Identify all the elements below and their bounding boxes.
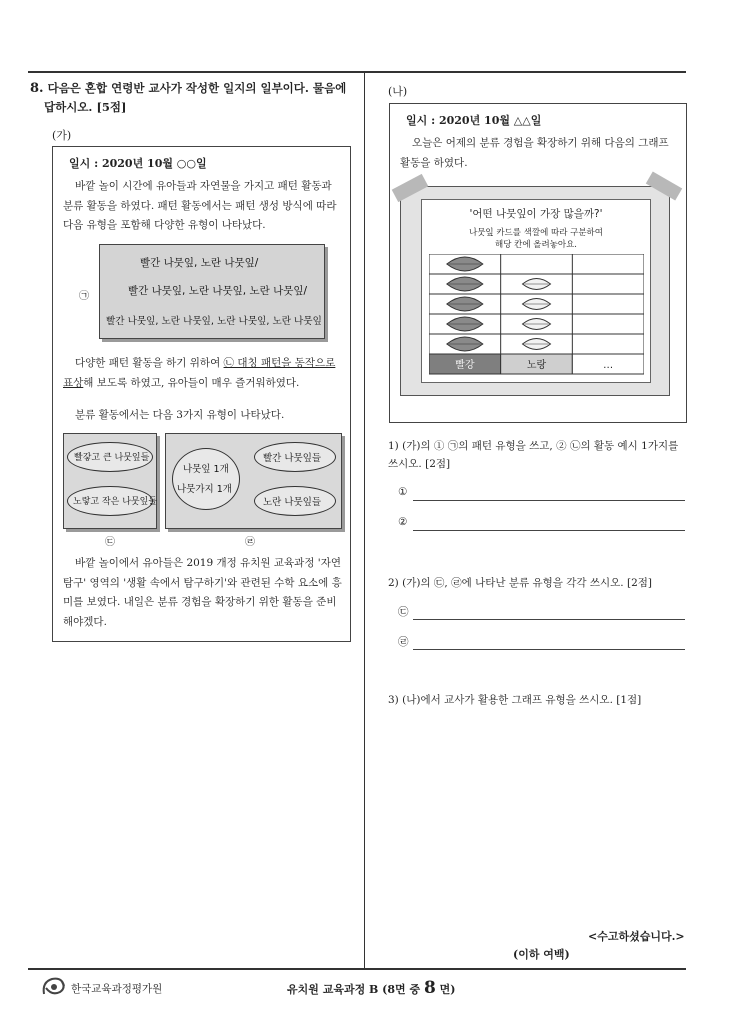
oval-red-big: [67, 442, 153, 472]
category-label: 노랑: [526, 360, 547, 371]
tape-left: [392, 174, 429, 202]
q1-a-label: ①: [398, 486, 408, 498]
ga-para2: [63, 354, 345, 393]
oval-red-leaves: [254, 442, 336, 472]
footer-org: 한국교육과정평가원: [71, 983, 163, 995]
oval-branch: [172, 448, 240, 510]
oval-red-big-text: 빨갛고 큰 나뭇잎들: [74, 453, 150, 463]
footer-end: 면): [435, 983, 456, 996]
question-header: [30, 79, 355, 117]
na-date: 일시 : 2020년 10월 △△일: [406, 114, 542, 127]
para2-post: 해 보도록 하였고, 유아들이 매우 즐거워하였다.: [83, 376, 300, 389]
part-na-label: (나): [388, 85, 408, 98]
category-label: …: [603, 360, 614, 371]
ga-date: 일시 : 2020년 10월 ○○일: [69, 157, 207, 170]
oval-yellow-leaves-text: 노란 나뭇잎들: [263, 497, 322, 508]
graph-inner: [421, 199, 651, 383]
q2-b-label: ㉣: [398, 636, 409, 648]
pattern-note: [99, 244, 325, 339]
ga-para4: 바깥 놀이에서 유아들은 2019 개정 유치원 교육과정 '자연탐구' 영역의 '생활 속에서 탐구하기'와 관련된 수학 요소에 흥미를 보였다. 내일은 분류 경험을 확장하기 위한 활동을 준비해야겠다.: [63, 557, 342, 628]
footer-subject: 유치원 교육과정 B (8면 중: [287, 983, 424, 996]
ga-para1: 바깥 놀이 시간에 유아들과 자연물을 가지고 패턴 활동과 분류 활동을 하였다. 패턴 활동에서는 패턴 생성 방식에 따라 다음 유형을 포함해 다양한 유형이 나타났다.: [63, 180, 337, 231]
closing-blank: (이하 여백): [513, 948, 570, 961]
leaf-graph: [429, 254, 644, 376]
closing-thanks: <수고하셨습니다.>: [588, 930, 685, 943]
ga-para3: 분류 활동에서는 다음 3가지 유형이 나타났다.: [75, 409, 285, 421]
note-line-1: 빨간 나뭇잎, 노란 나뭇잎/: [140, 257, 259, 269]
q2-text: 2) (가)의 ㉢, ㉣에 나타난 분류 유형을 각각 쓰시오. [2점]: [388, 577, 652, 589]
q2-a-label: ㉢: [398, 606, 409, 618]
para2-pre: 다양한 패턴 활동을 하기 위하여: [75, 357, 224, 369]
note-line-3: 빨간 나뭇잎, 노란 나뭇잎, 노란 나뭇잎, 노란 나뭇잎: [106, 316, 322, 327]
q1-text: [388, 437, 688, 473]
label-d: ㉣: [245, 537, 255, 548]
q1-b-label: ②: [398, 516, 408, 528]
category-label: 빨강: [455, 360, 475, 371]
footer-page: [287, 978, 455, 998]
note-branch-one: 나뭇가지 1개: [177, 484, 232, 495]
top-rule: [28, 71, 686, 73]
graph-sub2: 해당 칸에 올려놓아요.: [494, 240, 577, 250]
q2-b-answer-line[interactable]: [413, 649, 685, 650]
para2-marker: ㉡ 대칭 패턴을 동작으로: [223, 357, 336, 369]
na-para: 오늘은 어제의 분류 경험을 확장하기 위해 다음의 그래프 활동을 하였다.: [400, 137, 669, 169]
graph-title: '어떤 나뭇잎이 가장 많을까?': [469, 208, 603, 220]
question-text-2: 답하시오. [5점]: [44, 100, 127, 114]
note-line-2: 빨간 나뭇잎, 노란 나뭇잎, 노란 나뭇잎/: [128, 285, 308, 297]
tape-right: [646, 171, 682, 200]
para2-marker2: 표상: [63, 376, 84, 389]
classification-note-c: [63, 433, 157, 529]
question-number: 8.: [30, 81, 44, 96]
q3-text: 3) (나)에서 교사가 활용한 그래프 유형을 쓰시오. [1점]: [388, 694, 642, 706]
question-text-1: 다음은 혼합 연령반 교사가 작성한 일지의 일부이다. 물음에: [47, 81, 347, 95]
part-na-box: [389, 103, 687, 423]
q2-a-answer-line[interactable]: [413, 619, 685, 620]
graph-sub1: 나뭇잎 카드를 색깔에 따라 구분하여: [469, 228, 603, 238]
q1-b-answer-line[interactable]: [413, 530, 685, 531]
oval-yellow-leaves: [254, 486, 336, 516]
oval-red-leaves-text: 빨간 나뭇잎들: [263, 453, 322, 464]
classification-note-d: [165, 433, 342, 529]
column-divider: [364, 71, 365, 968]
kice-logo-icon: [40, 974, 68, 1003]
q1-a-answer-line[interactable]: [413, 500, 685, 501]
label-c: ㉢: [105, 537, 115, 548]
part-ga-box: [52, 146, 351, 642]
q1-label: 1) (가)의 ① ㉠의 패턴 유형을 쓰고, ② ㉡의 활동 예시 1가지를 쓰시오. [2점]: [388, 440, 679, 470]
oval-yellow-small: [67, 486, 157, 516]
note-leaf-one: 나뭇잎 1개: [183, 464, 229, 475]
part-ga-label: (가): [52, 129, 72, 142]
bottom-rule: [28, 968, 686, 970]
oval-yellow-small-text: 노랗고 작은 나뭇잎들: [73, 497, 157, 507]
marker-a: ㉠: [79, 291, 89, 302]
footer-page-number: 8: [423, 978, 436, 998]
graph-board: [400, 186, 670, 396]
